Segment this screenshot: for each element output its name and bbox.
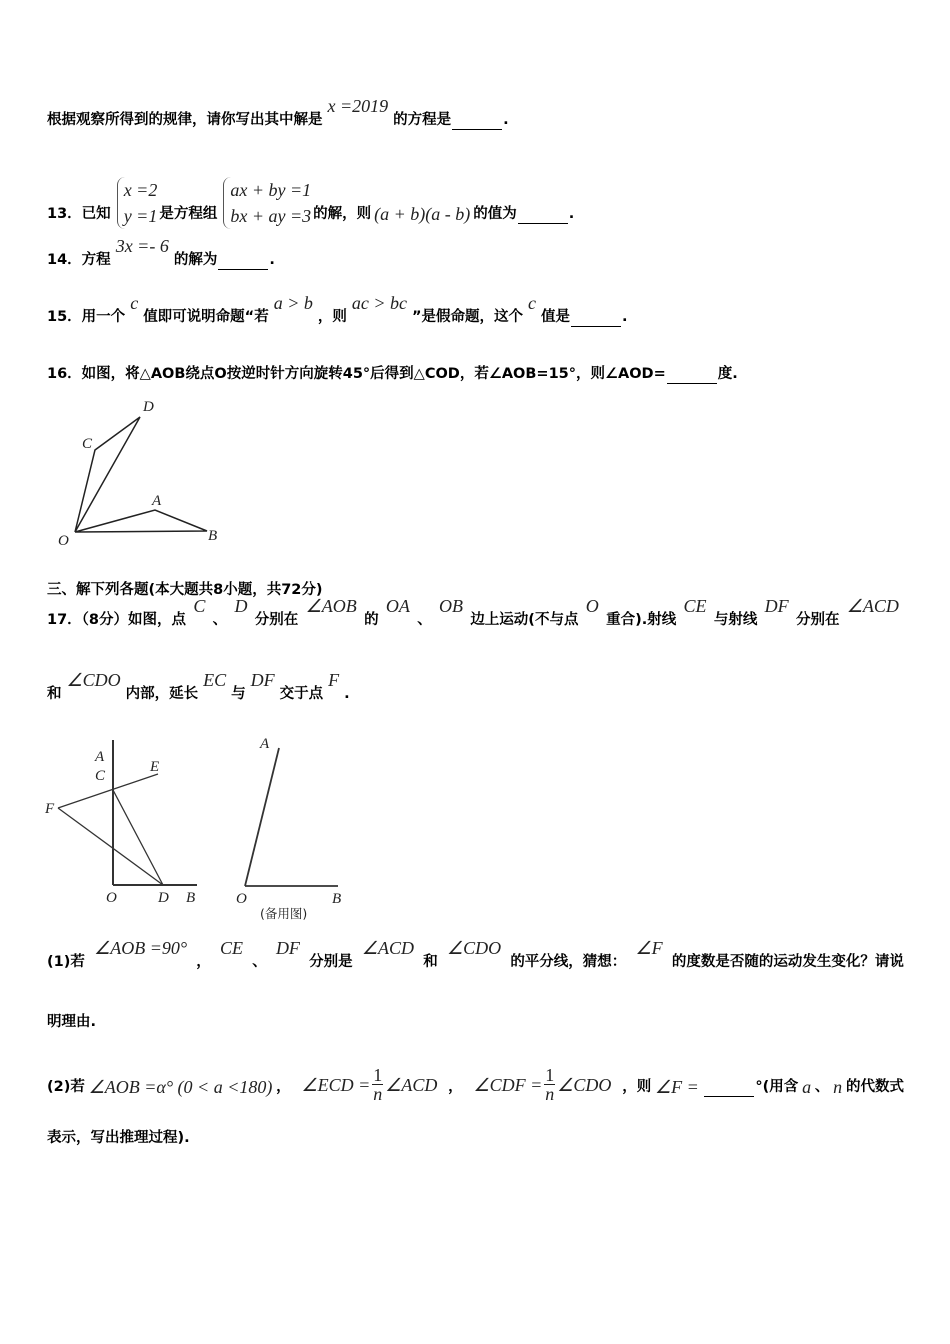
figure-q17-main [58, 740, 197, 885]
segment-fd [58, 808, 163, 885]
math-expression: a > b [273, 293, 313, 313]
text: 边上运动(不与点 [470, 612, 579, 628]
text: 根据观察所得到的规律，请你写出其中解是 [47, 112, 323, 128]
math-expression: DF [764, 596, 789, 616]
denominator: n [545, 1084, 555, 1104]
math-expression: EC [203, 670, 227, 690]
lhs: ∠CDF = [473, 1074, 543, 1095]
math-expression: DF [250, 670, 275, 690]
math-expression: ∠AOB =α° (0 < a <180) [88, 1077, 273, 1097]
text: 、 [814, 1079, 830, 1095]
text: 的值为 [473, 206, 517, 222]
numerator: 1 [545, 1065, 555, 1085]
label-c: C [82, 436, 93, 452]
label-o: O [106, 890, 117, 906]
text: °(用含 [755, 1079, 799, 1095]
text: 表示，写出推理过程). [47, 1130, 190, 1146]
label-o: O [236, 891, 247, 907]
math-expression: ∠ACD [846, 596, 899, 616]
rhs: ∠ACD [385, 1074, 438, 1095]
triangle-aob [75, 510, 207, 532]
lhs: ∠ECD = [301, 1074, 371, 1095]
text: 14．方程 [47, 252, 111, 268]
text: 15．用一个 [47, 309, 126, 325]
text: 度. [717, 366, 738, 382]
math-expression: ∠F [635, 938, 663, 958]
math-expression: DF [275, 938, 300, 958]
label-c: C [95, 768, 106, 784]
text: 13．已知 [47, 206, 111, 222]
text: 的 [364, 612, 379, 628]
label-a: A [152, 493, 162, 509]
math-expression: ∠F = [655, 1077, 699, 1097]
math-expression: ∠CDO [446, 938, 502, 958]
math-expression: CE [683, 596, 707, 616]
text: 和 [423, 954, 438, 970]
label-a: A [95, 749, 105, 765]
text: (1)若 [47, 954, 85, 970]
text: 的方程是 [393, 112, 452, 128]
math-expression: OB [439, 596, 463, 616]
text: . [344, 686, 350, 702]
text: 的代数式 [845, 1079, 904, 1095]
text: 交于点 [279, 686, 324, 702]
text: 17．（8分）如图，点 [47, 612, 187, 628]
text: 重合).射线 [606, 612, 677, 628]
math-expression: c [528, 293, 537, 313]
text: ，则 [317, 309, 347, 325]
math-expression: x =2019 [327, 96, 389, 116]
text: ， [448, 1079, 463, 1095]
math-expression: a [802, 1077, 812, 1097]
text: ， [196, 954, 211, 970]
segment-cd [113, 790, 163, 885]
text: . [622, 309, 628, 325]
text: . [269, 252, 275, 268]
label-o: O [58, 533, 69, 549]
triangle-cod [75, 417, 140, 532]
math-expression: O [585, 596, 599, 616]
text: . [568, 206, 575, 222]
equation: bx + ay =3 [230, 206, 312, 226]
line-fe [58, 774, 158, 808]
equation: y =1 [123, 206, 158, 226]
text: 的平分线，猜想： [510, 954, 627, 970]
denominator: n [373, 1084, 383, 1104]
text: 的解为 [173, 252, 218, 268]
math-expression: ∠ACD [361, 938, 415, 958]
text: 、 [252, 954, 267, 970]
label-e: E [150, 759, 160, 775]
text: . [503, 112, 509, 128]
math-expression: C [193, 596, 206, 616]
math-expression: ∠AOB [305, 596, 357, 616]
text: 明理由. [47, 1014, 97, 1030]
label-b: B [208, 528, 218, 544]
text: 是方程组 [159, 206, 218, 222]
figure-q16-rotation [75, 417, 207, 532]
spare-figure-caption: (备用图) [260, 906, 308, 921]
math-expression: D [234, 596, 248, 616]
label-d: D [143, 399, 154, 415]
text: ，则 [622, 1079, 652, 1095]
math-expression: ∠AOB =90° [94, 938, 188, 958]
text: (2)若 [47, 1079, 85, 1095]
text: 与 [231, 686, 246, 702]
text: 、 [417, 612, 432, 628]
label-a: A [260, 736, 270, 752]
text: 的度数是否随的运动发生变化？请说 [671, 954, 904, 970]
text: 分别在 [795, 612, 840, 628]
label-f: F [45, 801, 55, 817]
math-expression: ∠CDO [66, 670, 121, 690]
math-expression: ac > bc [351, 293, 407, 313]
math-expression: OA [385, 596, 410, 616]
text: ， [276, 1079, 291, 1095]
figure-q17-spare [245, 748, 338, 886]
text: 值即可说明命题“若 [143, 309, 269, 325]
rhs: ∠CDO [557, 1074, 612, 1095]
math-expression: (a + b)(a - b) [374, 204, 471, 224]
math-expression: 3x =- 6 [115, 236, 169, 256]
math-expression: CE [219, 938, 243, 958]
text: 的解，则 [313, 206, 372, 222]
text: 值是 [541, 309, 571, 325]
text: 分别在 [254, 612, 299, 628]
text: 、 [212, 612, 228, 628]
text: 内部，延长 [125, 686, 199, 702]
text: 16．如图，将△AOB绕点O按逆时针方向旋转45°后得到△COD，若∠AOB=15°，则∠AOD= [47, 366, 666, 382]
text: 三、解下列各题(本大题共8小题，共72分) [47, 582, 323, 598]
numerator: 1 [373, 1065, 383, 1085]
text: 与射线 [713, 612, 758, 628]
equation: ax + by =1 [230, 180, 312, 200]
text: 分别是 [309, 954, 353, 970]
label-b: B [186, 890, 196, 906]
label-d: D [158, 890, 169, 906]
math-expression: c [130, 293, 139, 313]
equation: x =2 [123, 180, 158, 200]
math-expression: n [833, 1077, 843, 1097]
label-b: B [332, 891, 342, 907]
math-expression: F [328, 670, 340, 690]
text: 和 [47, 686, 62, 702]
ray-oa [245, 748, 279, 886]
text: ”是假命题，这个 [412, 309, 524, 325]
